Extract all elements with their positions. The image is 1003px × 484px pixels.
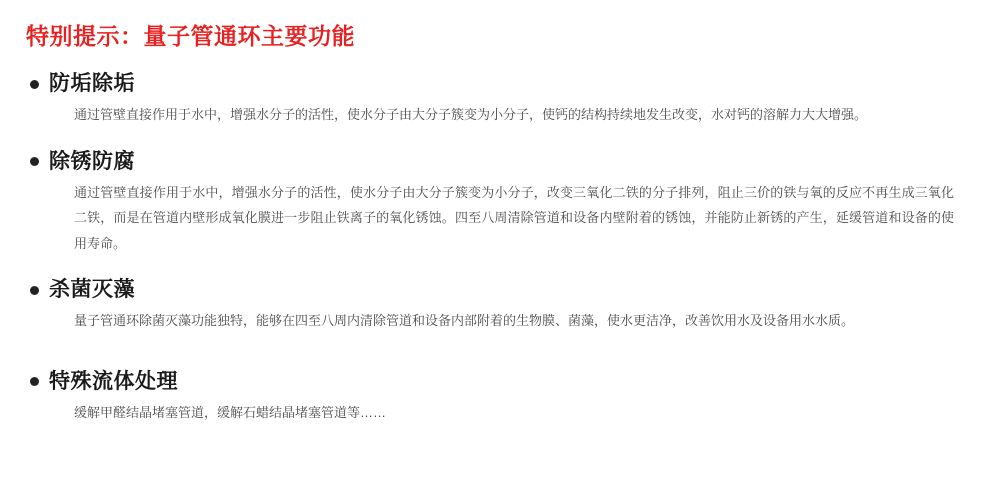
bullet-dot-icon (30, 286, 39, 295)
section-body: 通过管壁直接作用于水中，增强水分子的活性，使水分子由大分子簇变为小分子，使钙的结构持续地发生改变，水对钙的溶解力大大增强。 (74, 107, 868, 123)
section-heading-row (24, 368, 979, 396)
page-title: 特别提示：量子管通环主要功能 (26, 23, 355, 49)
section-title: 除锈防腐 (49, 149, 135, 173)
section-title: 防垢除垢 (49, 71, 135, 95)
section-body: 量子管通环除菌灭藻功能独特，能够在四至八周内清除管道和设备内部附着的生物膜、菌藻，使水更洁净，改善饮用水及设备用水水质。 (74, 313, 855, 329)
section-anti-scale (24, 70, 979, 128)
section-body: 通过管壁直接作用于水中，增强水分子的活性，使水分子由大分子簇变为小分子，改变三氧化二铁的分子排列，阻止三价的铁与氧的反应不再生成三氧化二铁，而是在管道内壁形成氧化膜进一步阻止铁离子的氧化锈蚀。四至八周清除管道和设备内壁附着的锈蚀，并能防止新锈的产生，延缓管道和设备的使用寿命。 (74, 184, 954, 251)
section-heading-row (24, 148, 979, 176)
section-title: 杀菌灭藻 (49, 277, 135, 301)
bullet-dot-icon (30, 80, 39, 89)
section-title: 特殊流体处理 (49, 369, 178, 393)
section-special-fluid (24, 368, 979, 426)
section-heading-row (24, 276, 979, 304)
bullet-dot-icon (30, 377, 39, 386)
section-body: 缓解甲醛结晶堵塞管道，缓解石蜡结晶堵塞管道等…… (74, 404, 387, 420)
section-heading-row (24, 70, 979, 98)
section-sterilization (24, 276, 979, 334)
section-anti-rust (24, 148, 979, 256)
bullet-dot-icon (30, 157, 39, 166)
